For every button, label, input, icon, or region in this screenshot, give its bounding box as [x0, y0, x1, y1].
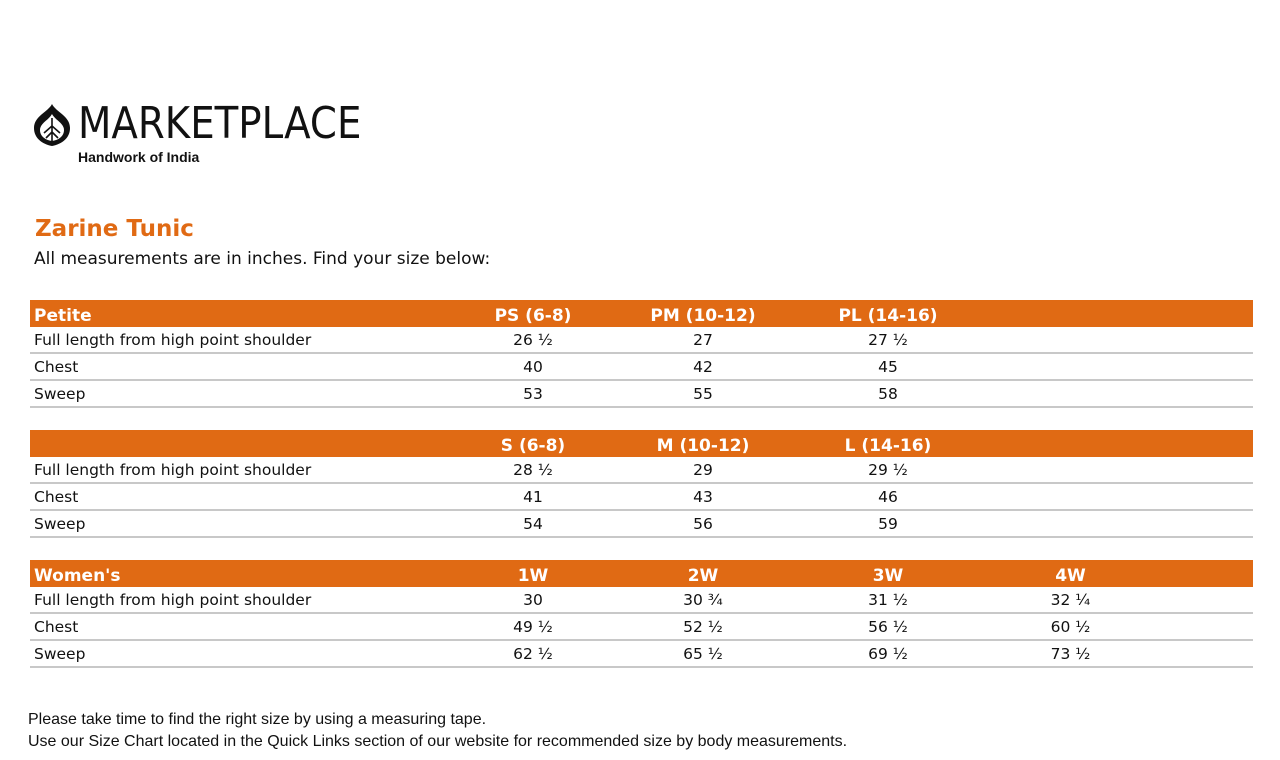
- row-label: Sweep: [30, 380, 448, 407]
- size-column-header: M (10-12): [618, 430, 788, 457]
- cell-value: 55: [618, 380, 788, 407]
- cell-value: 42: [618, 353, 788, 380]
- row-label: Chest: [30, 613, 448, 640]
- cell-value: 28 ½: [448, 457, 618, 483]
- size-column-header: [988, 430, 1153, 457]
- cell-value: 56: [618, 510, 788, 537]
- size-column-header: PL (14-16): [788, 300, 988, 327]
- cell-value: 27 ½: [788, 327, 988, 353]
- table-row: [30, 510, 1253, 537]
- cell-value: 27: [618, 327, 788, 353]
- size-column-header: 4W: [988, 560, 1153, 587]
- table-row: [30, 327, 1253, 353]
- note-line: Please take time to find the right size by using a measuring tape.: [28, 711, 487, 728]
- table-row: [30, 640, 1253, 667]
- cell-filler: [1153, 353, 1253, 380]
- size-column-header: 1W: [448, 560, 618, 587]
- leaf-emblem-icon: [30, 102, 74, 148]
- size-column-header: [988, 300, 1153, 327]
- brand-name: MARKETPLACE: [78, 98, 362, 149]
- size-column-header: S (6-8): [448, 430, 618, 457]
- table-header-row: [30, 300, 1253, 327]
- size-column-header: PS (6-8): [448, 300, 618, 327]
- table-heading: [30, 430, 448, 457]
- row-label: Chest: [30, 483, 448, 510]
- header-filler: [1153, 300, 1253, 327]
- table-row: [30, 483, 1253, 510]
- cell-value: [988, 353, 1153, 380]
- cell-value: 73 ½: [988, 640, 1153, 667]
- row-label: Sweep: [30, 640, 448, 667]
- row-label: Sweep: [30, 510, 448, 537]
- cell-value: [988, 327, 1153, 353]
- cell-value: 29 ½: [788, 457, 988, 483]
- size-column-header: 2W: [618, 560, 788, 587]
- table-heading: Women's: [30, 560, 448, 587]
- cell-filler: [1153, 457, 1253, 483]
- product-title: Zarine Tunic: [35, 216, 194, 242]
- cell-filler: [1153, 380, 1253, 407]
- cell-value: 40: [448, 353, 618, 380]
- header-filler: [1153, 430, 1253, 457]
- cell-value: 52 ½: [618, 613, 788, 640]
- row-label: Full length from high point shoulder: [30, 587, 448, 613]
- cell-value: 45: [788, 353, 988, 380]
- note-line: Use our Size Chart located in the Quick Links section of our website for recommended size by body measurements.: [28, 733, 848, 750]
- size-table-womens: [30, 560, 1253, 668]
- cell-filler: [1153, 640, 1253, 667]
- size-table-petite: [30, 300, 1253, 408]
- brand-tagline: Handwork of India: [78, 149, 200, 165]
- cell-filler: [1153, 327, 1253, 353]
- row-label: Full length from high point shoulder: [30, 457, 448, 483]
- cell-value: [988, 380, 1153, 407]
- table-row: [30, 613, 1253, 640]
- measurement-intro: All measurements are in inches. Find your size below:: [34, 249, 491, 269]
- cell-value: 69 ½: [788, 640, 988, 667]
- cell-value: 43: [618, 483, 788, 510]
- cell-value: 59: [788, 510, 988, 537]
- cell-value: 30 ¾: [618, 587, 788, 613]
- cell-value: [988, 457, 1153, 483]
- table-header-row: [30, 560, 1253, 587]
- size-column-header: L (14-16): [788, 430, 988, 457]
- cell-value: 58: [788, 380, 988, 407]
- cell-value: 49 ½: [448, 613, 618, 640]
- cell-value: 56 ½: [788, 613, 988, 640]
- cell-value: 26 ½: [448, 327, 618, 353]
- row-label: Chest: [30, 353, 448, 380]
- cell-value: 65 ½: [618, 640, 788, 667]
- cell-filler: [1153, 613, 1253, 640]
- size-column-header: 3W: [788, 560, 988, 587]
- cell-value: 31 ½: [788, 587, 988, 613]
- table-header-row: [30, 430, 1253, 457]
- size-table-misses: [30, 430, 1253, 538]
- cell-value: 30: [448, 587, 618, 613]
- cell-value: 62 ½: [448, 640, 618, 667]
- cell-filler: [1153, 483, 1253, 510]
- cell-value: 54: [448, 510, 618, 537]
- cell-value: 53: [448, 380, 618, 407]
- sizing-notes: [28, 709, 847, 753]
- cell-value: 41: [448, 483, 618, 510]
- table-row: [30, 353, 1253, 380]
- cell-value: 29: [618, 457, 788, 483]
- cell-value: 60 ½: [988, 613, 1153, 640]
- cell-value: [988, 510, 1153, 537]
- brand-logo: [30, 100, 410, 170]
- cell-value: 32 ¼: [988, 587, 1153, 613]
- cell-filler: [1153, 587, 1253, 613]
- cell-value: [988, 483, 1153, 510]
- size-column-header: PM (10-12): [618, 300, 788, 327]
- cell-filler: [1153, 510, 1253, 537]
- header-filler: [1153, 560, 1253, 587]
- table-heading: Petite: [30, 300, 448, 327]
- cell-value: 46: [788, 483, 988, 510]
- table-row: [30, 587, 1253, 613]
- row-label: Full length from high point shoulder: [30, 327, 448, 353]
- table-row: [30, 457, 1253, 483]
- table-row: [30, 380, 1253, 407]
